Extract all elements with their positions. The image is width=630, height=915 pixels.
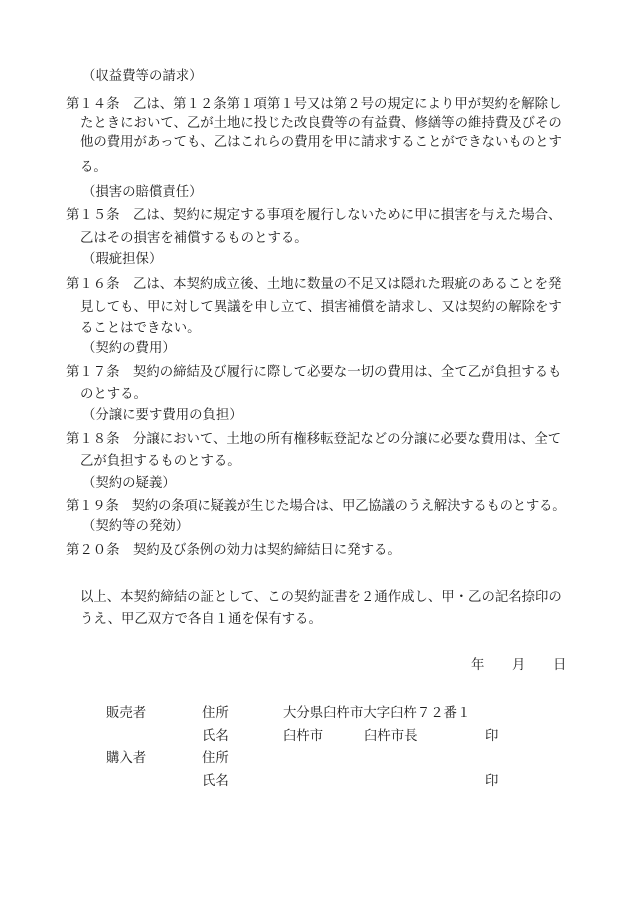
article-line: 第１７条 契約の締結及び履行に際して必要な一切の費用は、全て乙が負担するも: [66, 365, 562, 380]
article-heading: （契約の費用）: [82, 341, 176, 356]
article-line: たときにおいて、乙が土地に投じた改良費等の有益費、修繕等の維持費及びその: [80, 116, 562, 131]
seller-seal: 印: [485, 729, 499, 744]
article-line: 第１５条 乙は、契約に規定する事項を履行しないために甲に損害を与えた場合、: [66, 208, 562, 223]
buyer-name-label: 氏名: [202, 774, 229, 789]
seller-address-label: 住所: [202, 706, 229, 721]
article-line: 第１６条 乙は、本契約成立後、土地に数量の不足又は隠れた瑕疵のあることを発: [66, 277, 562, 292]
article-heading: （収益費等の請求）: [82, 69, 203, 84]
seller-name-city: 臼杵市: [283, 729, 324, 744]
article-line: 第２０条 契約及び条例の効力は契約締結日に発する。: [66, 543, 401, 558]
seller-name-label: 氏名: [202, 729, 229, 744]
date-month: 月: [512, 658, 526, 673]
closing-line: うえ、甲乙双方で各自１通を保有する。: [80, 612, 322, 627]
article-line: る。: [80, 160, 107, 175]
seller-address: 大分県臼杵市大字臼杵７２番１: [283, 706, 471, 721]
article-line: 第１４条 乙は、第１２条第１項第１号又は第２号の規定により甲が契約を解除し: [66, 97, 562, 112]
article-heading: （瑕疵担保）: [82, 252, 163, 267]
article-line: のとする。: [80, 387, 147, 402]
article-line: 乙はその損害を補償するものとする。: [80, 231, 308, 246]
article-heading: （損害の賠償責任）: [82, 185, 203, 200]
article-line: 第１９条 契約の条項に疑義が生じた場合は、甲乙協議のうえ解決するものとする。: [66, 499, 566, 514]
article-line: 他の費用があっても、乙はこれらの費用を甲に請求することができないものとす: [80, 135, 562, 150]
article-line: 第１８条 分譲において、土地の所有権移転登記などの分譲に必要な費用は、全て: [66, 432, 562, 447]
seller-name-title: 臼杵市長: [364, 729, 418, 744]
buyer-role: 購入者: [106, 751, 147, 766]
date-day: 日: [553, 658, 567, 673]
article-heading: （契約等の発効）: [82, 519, 190, 534]
date-year: 年: [471, 658, 485, 673]
closing-line: 以上、本契約締結の証として、この契約証書を２通作成し、甲・乙の記名捺印の: [80, 590, 562, 605]
buyer-seal: 印: [485, 774, 499, 789]
buyer-address-label: 住所: [202, 751, 229, 766]
article-heading: （分譲に要す費用の負担）: [82, 408, 243, 423]
article-line: 見しても、甲に対して異議を申し立て、損害補償を請求し、又は契約の解除をす: [80, 300, 562, 315]
seller-role: 販売者: [106, 706, 147, 721]
article-line: ることはできない。: [80, 321, 201, 336]
article-heading: （契約の疑義）: [82, 476, 176, 491]
article-line: 乙が負担するものとする。: [80, 454, 241, 469]
